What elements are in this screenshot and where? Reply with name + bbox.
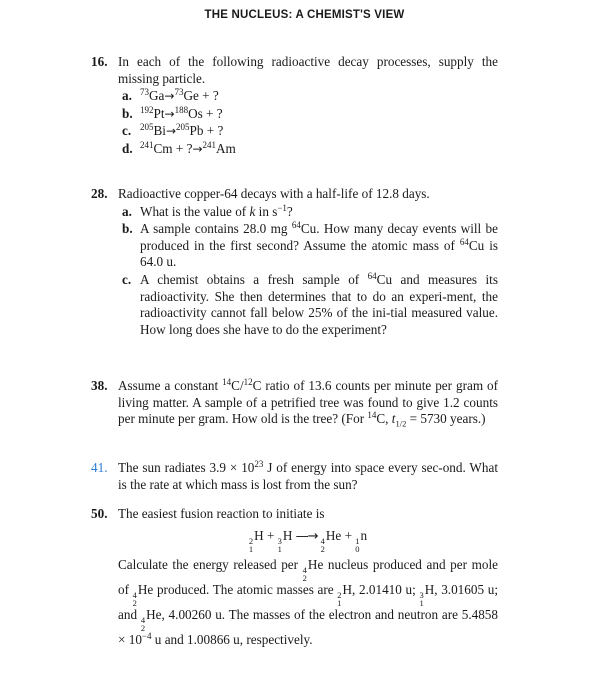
problem-text: [118, 460, 498, 493]
mass-number: 64: [459, 236, 469, 247]
text: produced. The atomic masses are: [153, 581, 338, 597]
atomic-number: 1: [248, 543, 254, 554]
subpart-label: b.: [122, 221, 133, 237]
nuclide-notation: [249, 537, 253, 553]
element: Os: [188, 105, 203, 121]
element: Pt: [153, 105, 165, 121]
unknown-particle: + ?: [198, 88, 219, 104]
text: Calculate the energy released per: [118, 556, 303, 572]
problem-number: 38.: [91, 378, 108, 393]
element: Bi: [153, 123, 166, 139]
fusion-equation: [118, 528, 498, 553]
problem-38: [91, 377, 499, 432]
subpart-c: [118, 123, 498, 140]
element: H: [424, 581, 435, 597]
text: The sun radiates 3.9 × 10: [118, 460, 255, 475]
mass-number: 4: [320, 535, 325, 546]
mass-number: 241: [202, 139, 217, 150]
reaction-arrow: →: [192, 141, 203, 156]
mass-number: 14: [222, 377, 232, 387]
text: nucleus produced and per mole of: [118, 556, 498, 597]
element: Cm: [153, 140, 173, 156]
problem-intro: The easiest fusion reaction to initiate is: [118, 506, 325, 521]
element: Ga: [149, 88, 165, 104]
text: = 5730 years.): [406, 411, 486, 427]
mass-number: 3: [419, 589, 424, 600]
subpart-label: c.: [122, 123, 132, 139]
unknown-particle: + ?: [203, 123, 224, 139]
atomic-number: 1: [337, 597, 342, 608]
text: J of energy into space every sec-ond. What is the rate at which mass is lost from the sun?: [118, 460, 498, 492]
exponent: 23: [254, 459, 264, 469]
subpart-label: a.: [122, 203, 132, 219]
element: Ge: [183, 88, 199, 104]
problem-intro: Radioactive copper-64 decays with a half-life of 12.8 days.: [118, 186, 430, 201]
problem-number: 16.: [91, 54, 108, 69]
element: Am: [216, 140, 236, 156]
half-life-symbol: t: [391, 411, 396, 427]
mass-number: 188: [174, 104, 189, 115]
mass-number: 73: [140, 87, 149, 98]
operator: +: [341, 527, 356, 543]
operator: +: [263, 527, 278, 543]
text: A chemist obtains a fresh sample of: [140, 271, 368, 287]
mass-number: 64: [367, 270, 377, 281]
problem-number: 41.: [91, 460, 108, 475]
element: He: [146, 606, 162, 622]
text: Cu. How many decay events will be produced in the first second? Assume the atomic mass of: [140, 221, 499, 253]
element: H: [342, 581, 353, 597]
problem-number: 50.: [91, 506, 108, 521]
element: n: [360, 527, 368, 543]
unknown-particle: + ?: [172, 140, 193, 156]
mass-number: 14: [367, 410, 377, 421]
problem-16: [91, 54, 498, 158]
atomic-number: 1: [277, 543, 282, 554]
nuclide-notation: [141, 616, 145, 632]
rate-constant: k: [249, 203, 256, 219]
element: He: [325, 527, 342, 543]
exponent: −4: [141, 630, 152, 641]
element: H: [282, 527, 293, 543]
atomic-number: 2: [320, 543, 325, 554]
mass-number: 4: [132, 589, 137, 600]
mass-number: 241: [140, 139, 154, 150]
nuclide-notation: [321, 537, 325, 553]
nuclide-notation: [133, 591, 137, 607]
subpart-label: b.: [122, 105, 133, 121]
subpart-a: [118, 204, 498, 221]
subpart-label: a.: [122, 88, 132, 104]
subpart-b: [118, 221, 498, 271]
element: He: [137, 581, 154, 597]
problem-text: [118, 378, 498, 432]
mass-number: 205: [176, 122, 190, 133]
mass-number: 205: [140, 122, 154, 133]
atomic-number: 1: [419, 597, 424, 608]
nuclide-notation: [419, 591, 423, 607]
mass-number: 73: [174, 87, 184, 98]
mass-number: 64: [291, 220, 301, 231]
mass-number: 4: [140, 614, 146, 625]
text: A sample contains 28.0 mg: [140, 221, 292, 237]
nuclide-notation: [337, 591, 341, 607]
exponent: −1: [277, 202, 287, 213]
subpart-d: [118, 141, 498, 158]
text: , 2.01410 u;: [352, 581, 420, 597]
subpart-label: d.: [122, 140, 133, 156]
text: ?: [286, 203, 293, 219]
text: u and 1.00866 u, respectively.: [151, 631, 313, 647]
problem-50: [91, 506, 498, 648]
mass-number: 2: [248, 535, 254, 546]
mass-number: 3: [277, 535, 282, 546]
subpart-label: c.: [122, 271, 132, 287]
subpart-c: [118, 272, 498, 338]
mass-number: 192: [140, 104, 154, 115]
problem-41: [91, 459, 498, 493]
text: in s: [255, 203, 278, 219]
text: C,: [376, 411, 392, 427]
text: , 4.00260 u. The masses of the electron and neutron are 5.4858 × 10: [118, 606, 498, 647]
nuclide-notation: [278, 537, 282, 553]
text: What is the value of: [140, 203, 250, 219]
text: Cu is 64.0 u.: [140, 237, 499, 270]
subpart-a: [118, 88, 498, 105]
problem-number: 28.: [91, 186, 108, 201]
atomic-number: 2: [132, 597, 137, 608]
mass-number: 12: [243, 377, 253, 387]
mass-number: 1: [355, 535, 360, 546]
nuclide-notation: [303, 566, 307, 582]
text: C ratio of 13.6 counts per minute per gram of living matter. A sample of a petrified tree was found to give 1.2 counts per minute per gram. How old is the tree? (For: [118, 378, 499, 427]
element: Pb: [189, 123, 204, 139]
reaction-arrow: →: [164, 89, 175, 104]
reaction-arrow: →: [165, 124, 177, 139]
text: Assume a constant: [118, 378, 223, 393]
nuclide-notation: [355, 537, 359, 553]
mass-number: 2: [337, 589, 342, 600]
problem-text: [118, 557, 498, 649]
atomic-number: 0: [355, 543, 360, 554]
problem-28: [91, 186, 499, 338]
unknown-particle: + ?: [202, 105, 223, 121]
element: H: [254, 527, 264, 543]
mass-number: 4: [302, 564, 307, 575]
text: Cu and measures its radioactivity. She then determines that to do an experi-ment, the radioactivity cannot fall below 25% of the ini-tial measured value. How long does she have to do the experiment?: [140, 271, 498, 337]
reaction-arrow: →: [164, 106, 175, 121]
subscript: 1/2: [395, 418, 407, 429]
atomic-number: 2: [302, 572, 307, 583]
atomic-number: 2: [140, 622, 146, 633]
subpart-b: [118, 106, 498, 123]
text: , 3.01605 u; and: [118, 581, 498, 622]
reaction-arrow: —→: [292, 528, 321, 544]
element: He: [307, 556, 324, 572]
page-header: THE NUCLEUS: A CHEMIST'S VIEW: [204, 9, 405, 21]
problem-intro: In each of the following radioactive decay processes, supply the missing particle.: [118, 54, 498, 86]
text: C/: [231, 378, 244, 393]
